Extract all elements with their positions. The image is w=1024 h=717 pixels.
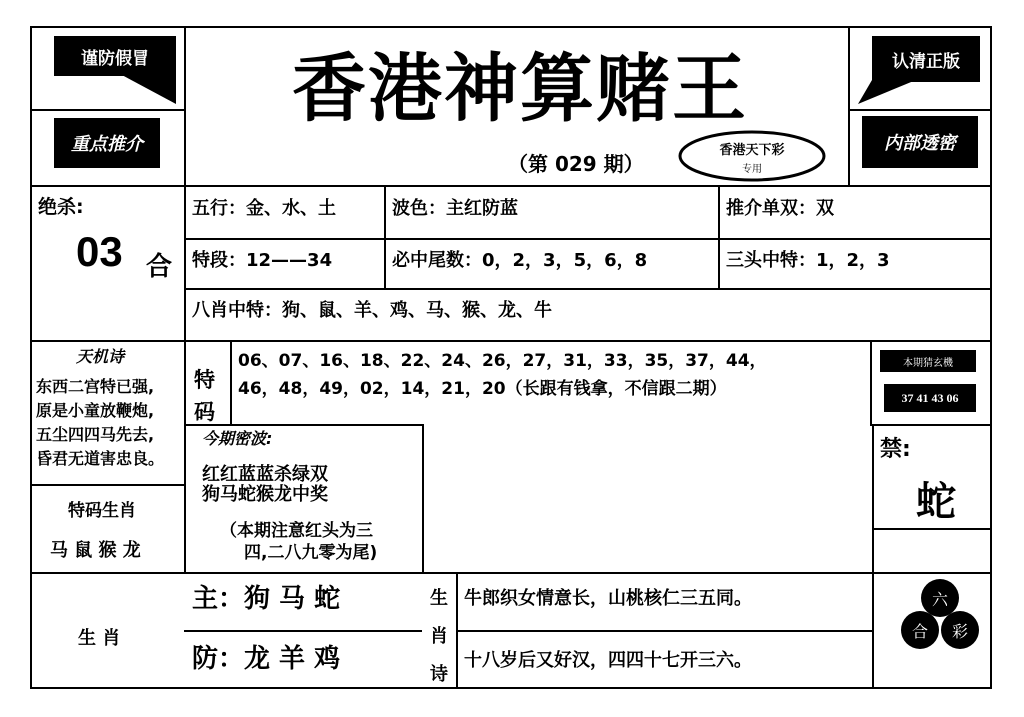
baxiao-text: 八肖中特：狗、鼠、羊、鸡、马、猴、龙、牛 <box>192 300 552 321</box>
divider <box>456 630 872 632</box>
tianji-line-2: 原是小童放鞭炮, <box>36 401 155 420</box>
tema-line-2: 46，48，49，02，14，21，20（长跟有钱拿，不信跟二期） <box>238 379 727 399</box>
poem-line-1: 牛郎织女情意长，山桃核仁三五同。 <box>464 588 752 609</box>
logo-char-3: 彩 <box>951 622 969 641</box>
divider <box>422 424 424 572</box>
xuanji-title: 本期猜玄機 <box>880 350 976 372</box>
shengxiao-main: 主：狗 马 蛇 <box>192 584 341 614</box>
kill-label: 绝杀: <box>38 196 84 218</box>
bose-text: 波色：主红防蓝 <box>392 198 518 219</box>
danshuang-text: 推介单双：双 <box>726 198 834 219</box>
divider <box>872 572 874 689</box>
divider <box>30 340 992 342</box>
xuanji-numbers: 37 41 43 06 <box>884 384 976 412</box>
divider <box>384 185 386 288</box>
divider <box>230 340 232 424</box>
tema-label-1: 特 <box>194 368 215 392</box>
shengxiao-guard: 防：龙 羊 鸡 <box>192 644 341 674</box>
seal-stamp <box>676 128 828 184</box>
issue-number: （第 029 期） <box>508 152 644 176</box>
poem-label-3: 诗 <box>430 664 448 685</box>
divider <box>184 340 186 572</box>
poem-line-2: 十八岁后又好汉，四四十七开三六。 <box>464 650 752 671</box>
speech-tail-icon <box>120 74 180 106</box>
jin-label: 禁: <box>880 437 911 462</box>
mibo-title: 今期密波: <box>202 429 273 448</box>
tianji-line-4: 昏君无道害忠良。 <box>36 449 165 468</box>
divider <box>848 109 992 111</box>
tema-label-2: 码 <box>194 400 215 424</box>
tag-inside-info: 内部透密 <box>862 116 978 168</box>
tag-genuine: 认清正版 <box>872 36 980 82</box>
tag-anti-fake: 谨防假冒 <box>54 36 176 76</box>
stamp-text-bottom: 专用 <box>742 164 762 175</box>
tema-shengxiao-value: 马 鼠 猴 龙 <box>50 540 141 561</box>
logo-char-2: 合 <box>911 622 929 641</box>
divider <box>184 288 992 290</box>
divider <box>870 424 992 426</box>
mibo-note-1: （本期注意红头为三 <box>220 521 373 541</box>
tag-recommend: 重点推介 <box>54 118 160 168</box>
divider <box>30 185 992 187</box>
mibo-line-1: 红红蓝蓝杀绿双 <box>202 464 328 485</box>
divider <box>30 572 992 574</box>
kill-suffix: 合 <box>146 252 173 282</box>
page-title: 香港神算赌王 <box>292 46 748 132</box>
divider <box>184 630 422 632</box>
tema-shengxiao-label: 特码生肖 <box>68 501 136 521</box>
mibo-note-2: 四,二八九零为尾) <box>244 543 378 563</box>
mibo-line-2: 狗马蛇猴龙中奖 <box>202 484 328 505</box>
divider <box>30 484 184 486</box>
divider <box>30 109 184 111</box>
divider <box>718 185 720 288</box>
divider <box>184 238 992 240</box>
speech-tail-icon <box>858 80 918 106</box>
tianji-line-3: 五尘四四马先去, <box>36 425 155 444</box>
poem-label-1: 生 <box>430 588 448 609</box>
divider <box>872 528 992 530</box>
logo-char-1: 六 <box>931 590 949 609</box>
shengxiao-label: 生 肖 <box>78 628 121 649</box>
divider <box>184 26 186 340</box>
divider <box>848 26 850 186</box>
kill-number: 03 <box>76 228 123 275</box>
santou-text: 三头中特：1，2，3 <box>726 250 890 271</box>
tianji-title: 天机诗 <box>76 347 125 366</box>
divider <box>872 424 874 572</box>
liuhecai-logo <box>898 578 982 654</box>
weishu-text: 必中尾数：0，2，3，5，6，8 <box>392 250 648 271</box>
tianji-line-1: 东西二宫特已强, <box>36 377 155 396</box>
jin-value: 蛇 <box>916 479 956 525</box>
divider <box>870 340 872 424</box>
wuxing-text: 五行：金、水、土 <box>192 198 336 219</box>
poem-label-2: 肖 <box>430 626 448 647</box>
teduan-text: 特段：12——34 <box>192 250 333 271</box>
stamp-text-top: 香港天下彩 <box>719 143 785 158</box>
tema-line-1: 06、07、16、18、22、24、26，27，31，33，35，37，44， <box>238 351 767 371</box>
